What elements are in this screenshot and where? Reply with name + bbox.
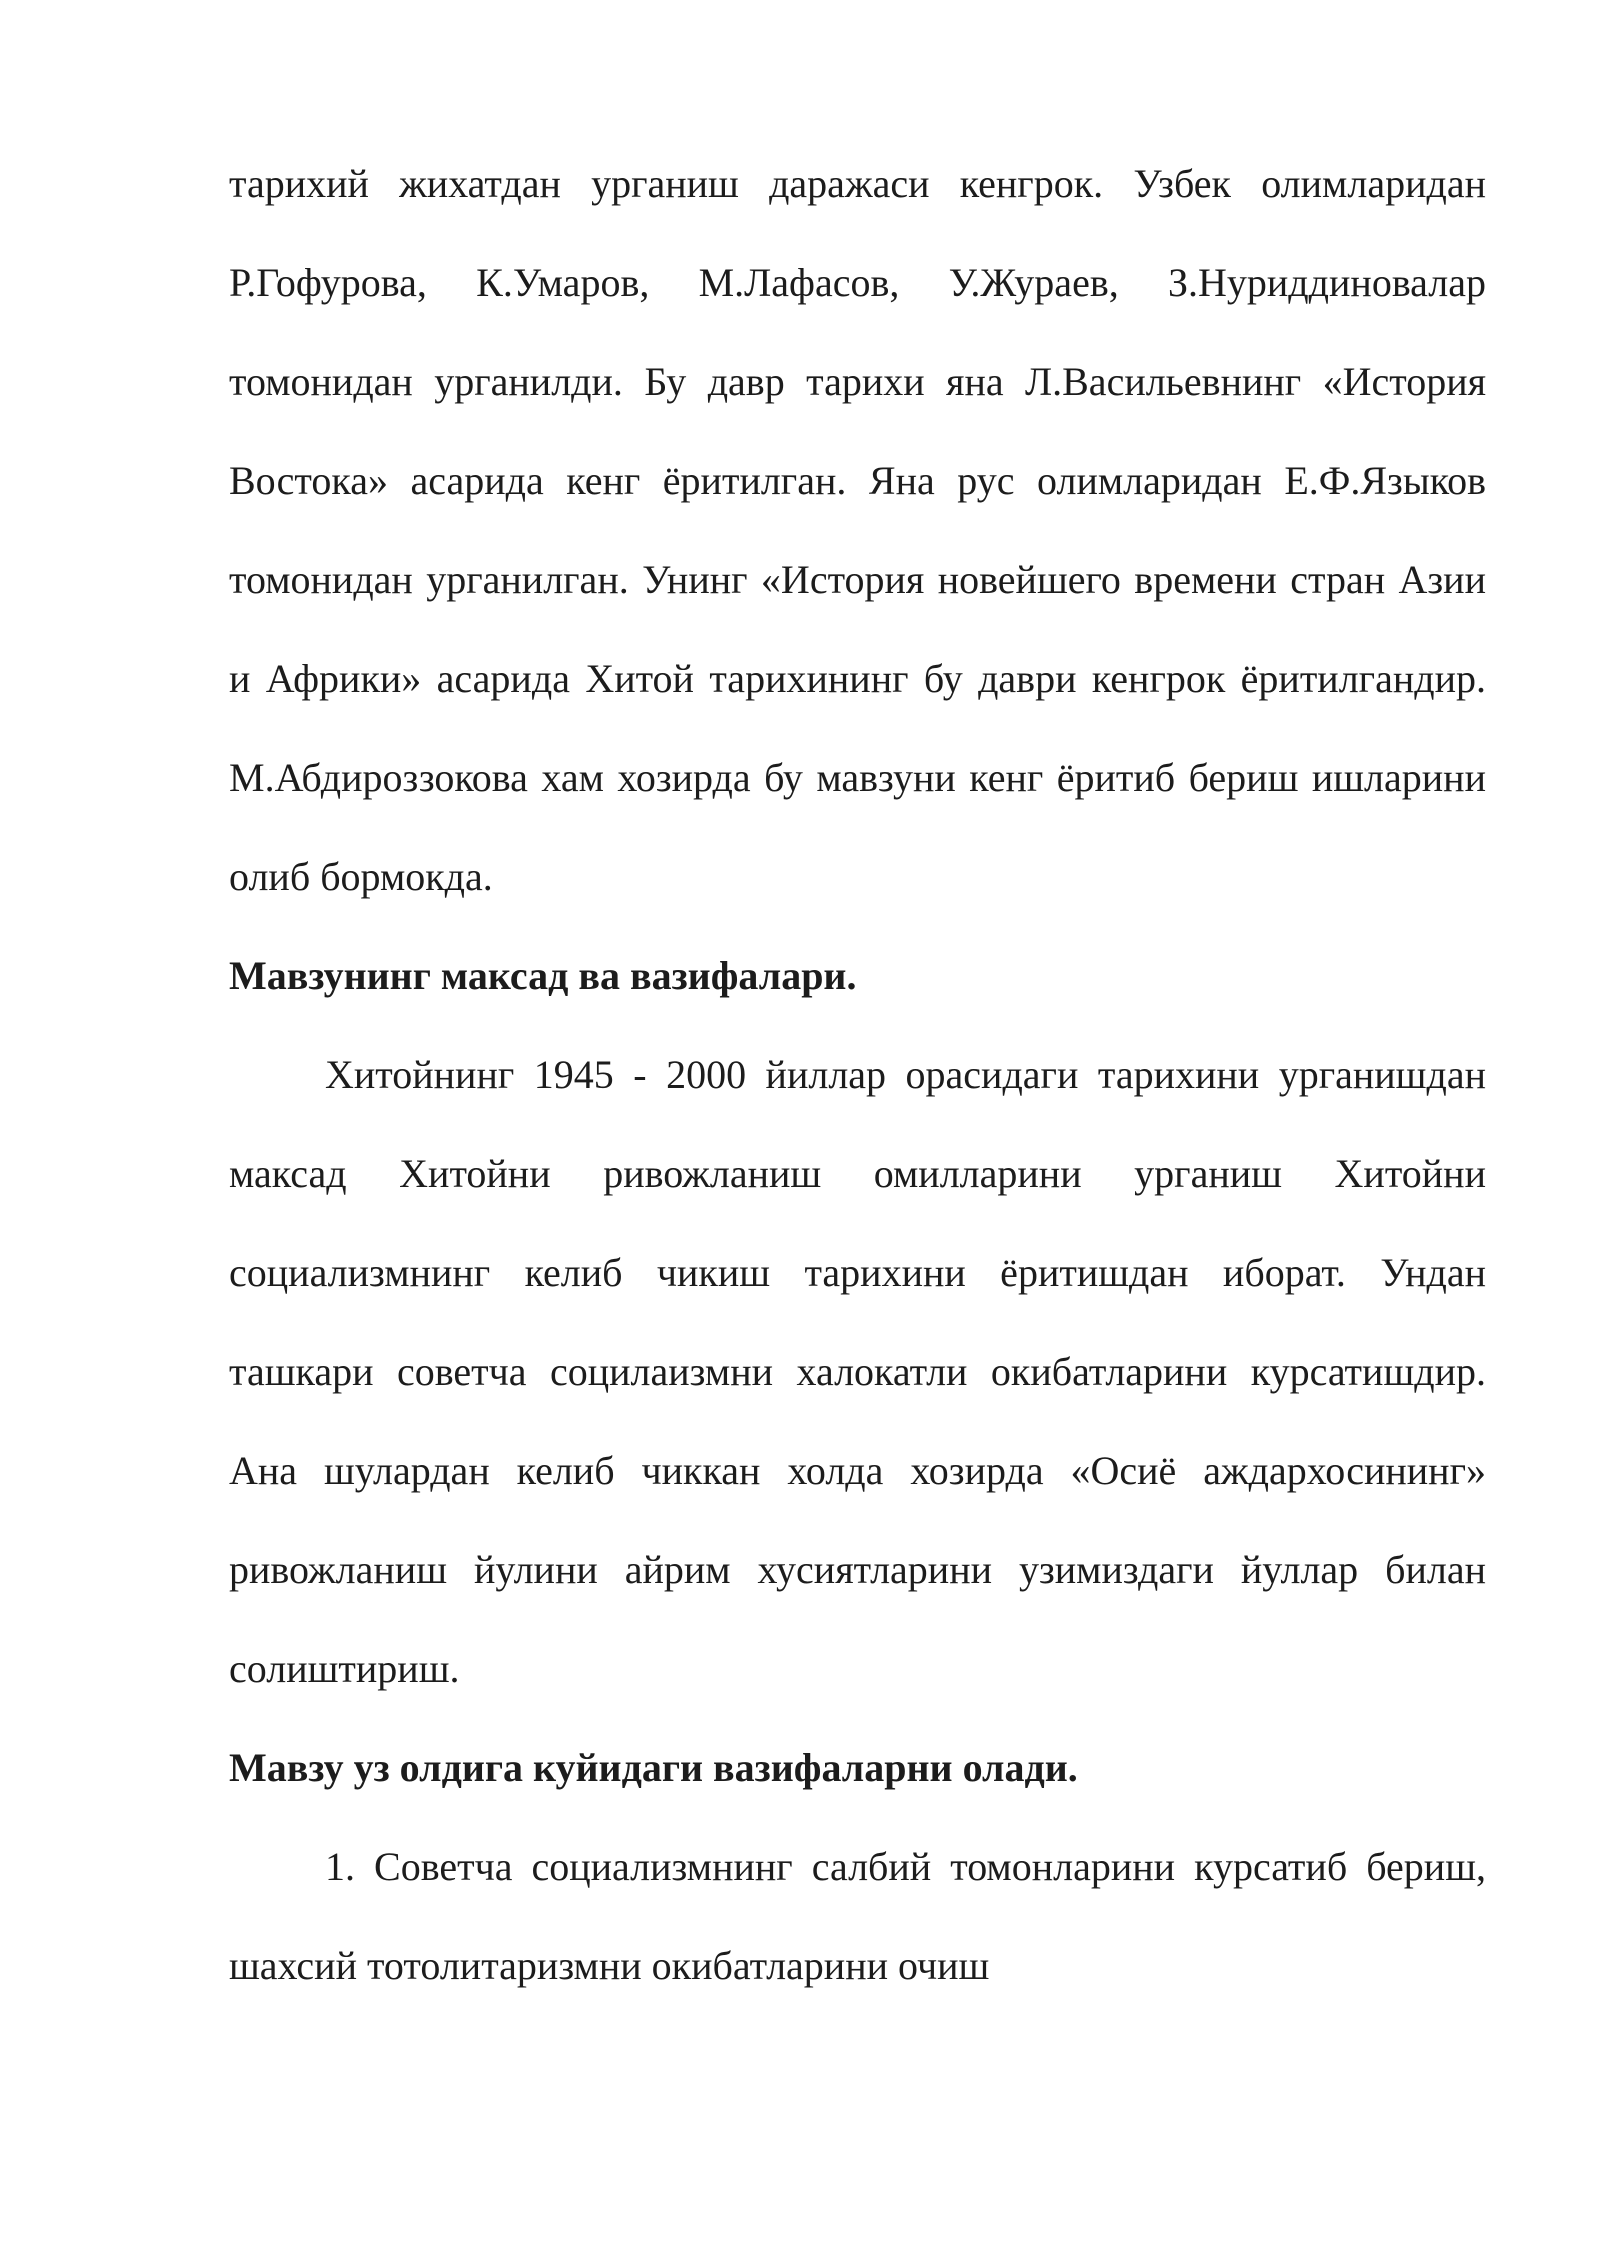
- paragraph-sources: тарихий жихатдан урганиш даражаси кенгрок. Узбек олимларидан Р.Гофурова, К.Умаров, М.Лафасов, У.Жураев, З.Нуриддиновалар томонидан урганилди. Бу давр тарихи яна Л.Васильевнинг «История Востока» асарида кенг ёритилган. Яна рус олимларидан Е.Ф.Языков томонидан урганилган. Унинг «История новейшего времени стран Азии и Африки» асарида Хитой тарихининг бу даври кенгрок ёритилгандир. М.Абдироззокова хам хозирда бу мавзуни кенг ёритиб бериш ишларини олиб бормокда.: [229, 161, 1486, 899]
- list-item-task-1: 1. Советча социализмнинг салбий томонларини курсатиб бериш, шахсий тотолитаризмни окибатларини очиш: [229, 1844, 1486, 1988]
- heading-goals: Мавзунинг максад ва вазифалари.: [229, 953, 857, 998]
- heading-tasks: Мавзу уз олдига куйидаги вазифаларни олади.: [229, 1745, 1078, 1790]
- paragraph-goals: Хитойнинг 1945 - 2000 йиллар орасидаги тарихини урганишдан максад Хитойни ривожланиш омилларини урганиш Хитойни социализмнинг келиб чикиш тарихини ёритишдан иборат. Ундан ташкари советча социлаизмни халокатли окибатларини курсатишдир. Ана шулардан келиб чиккан холда хозирда «Осиё аждархосининг» ривожланиш йулини айрим хусиятларини узимиздаги йуллар билан солиштириш.: [229, 1052, 1486, 1691]
- document-body: [229, 134, 1486, 2015]
